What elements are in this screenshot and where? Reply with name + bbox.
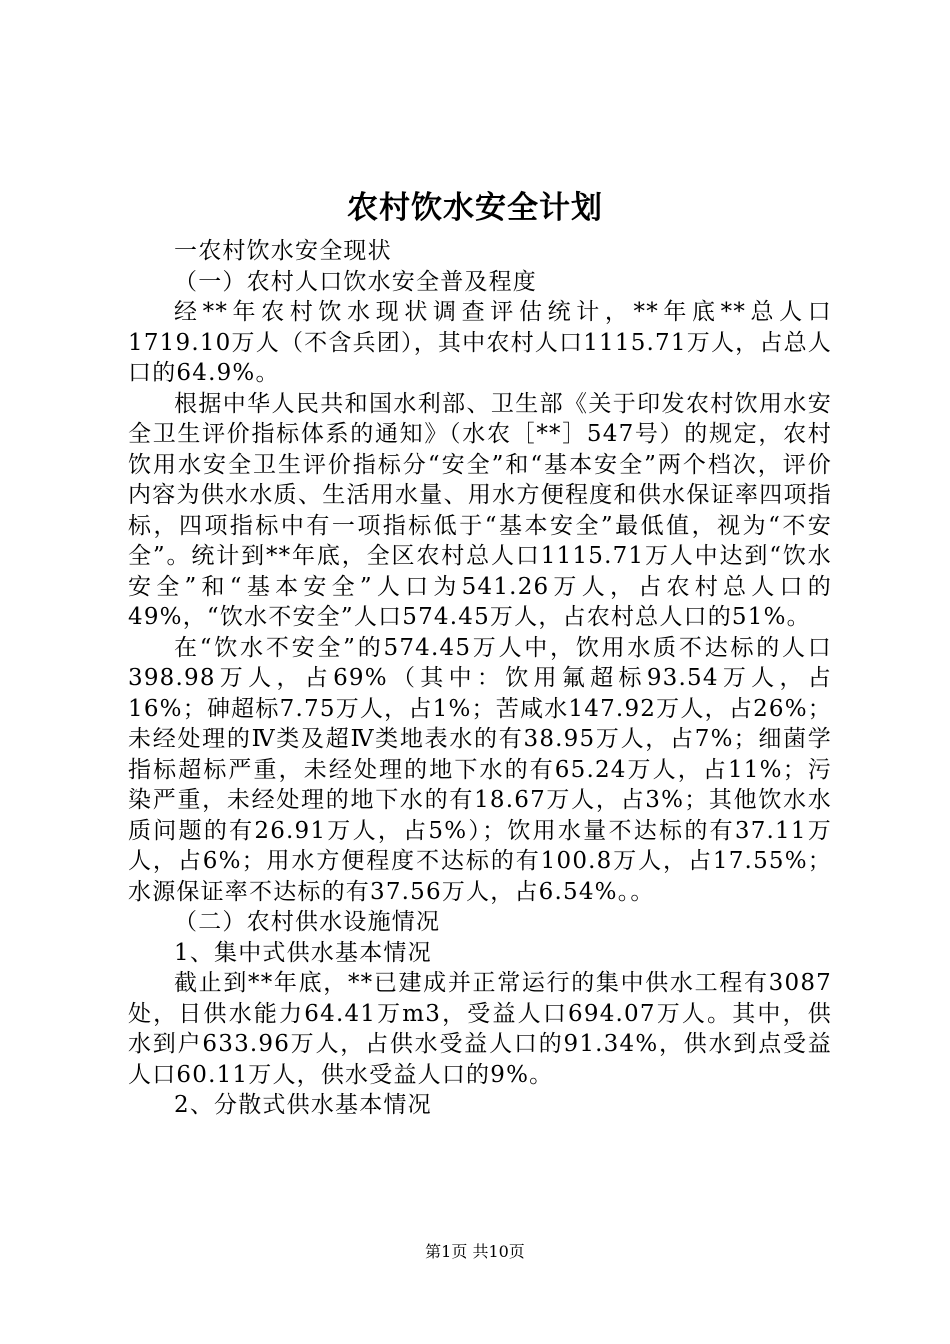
page-footer: 第1页 共10页 <box>425 1242 525 1261</box>
body-paragraph: 在“饮水不安全”的574.45万人中，饮用水质不达标的人口398.98万人，占69%（其中：饮用氟超标93.54万人，占16%；砷超标7.75万人，占1%；苦咸水147.92万人，占26%；未经处理的Ⅳ类及超Ⅳ类地表水的有38.95万人，占7%；细菌学指标超标严重，未经处理的地下水的有65.24万人，占11%；污染严重，未经处理的地下水的有18.67万人，占3%；其他饮水水质问题的有26.91万人，占5%）；饮用水量不达标的有37.11万人，占6%；用水方便程度不达标的有100.8万人，占17.55%；水源保证率不达标的有37.56万人，占6.54%。。 <box>128 634 832 905</box>
section-heading: 一农村饮水安全现状 <box>174 238 392 264</box>
item-heading: 2、分散式供水基本情况 <box>174 1092 432 1118</box>
document-body <box>128 236 832 1121</box>
subsection-heading: （二）农村供水设施情况 <box>174 909 441 935</box>
subsection-heading: （一）农村人口饮水安全普及程度 <box>174 268 537 295</box>
item-heading: 1、集中式供水基本情况 <box>174 939 432 966</box>
body-paragraph: 根据中华人民共和国水利部、卫生部《关于印发农村饮用水安全卫生评价指标体系的通知》（水农［**］547号）的规定，农村饮用水安全卫生评价指标分“安全”和“基本安全”两个档次，评价内容为供水水质、生活用水量、用水方便程度和供水保证率四项指标，四项指标中有一项指标低于“基本安全”最低值，视为“不安全”。统计到**年底，全区农村总人口1115.71万人中达到“饮水安全”和“基本安全”人口为541.26万人，占农村总人口的49%，“饮水不安全”人口574.45万人，占农村总人口的51%。 <box>128 390 832 630</box>
body-paragraph: 经**年农村饮水现状调查评估统计，**年底**总人口1719.10万人（不含兵团），其中农村人口1115.71万人，占总人口的64.9%。 <box>128 299 832 386</box>
document-title: 农村饮水安全计划 <box>347 190 603 226</box>
body-paragraph: 截止到**年底，**已建成并正常运行的集中供水工程有3087处，日供水能力64.41万m3，受益人口694.07万人。其中，供水到户633.96万人，占供水受益人口的91.34%，供水到点受益人口60.11万人，供水受益人口的9%。 <box>128 970 832 1088</box>
